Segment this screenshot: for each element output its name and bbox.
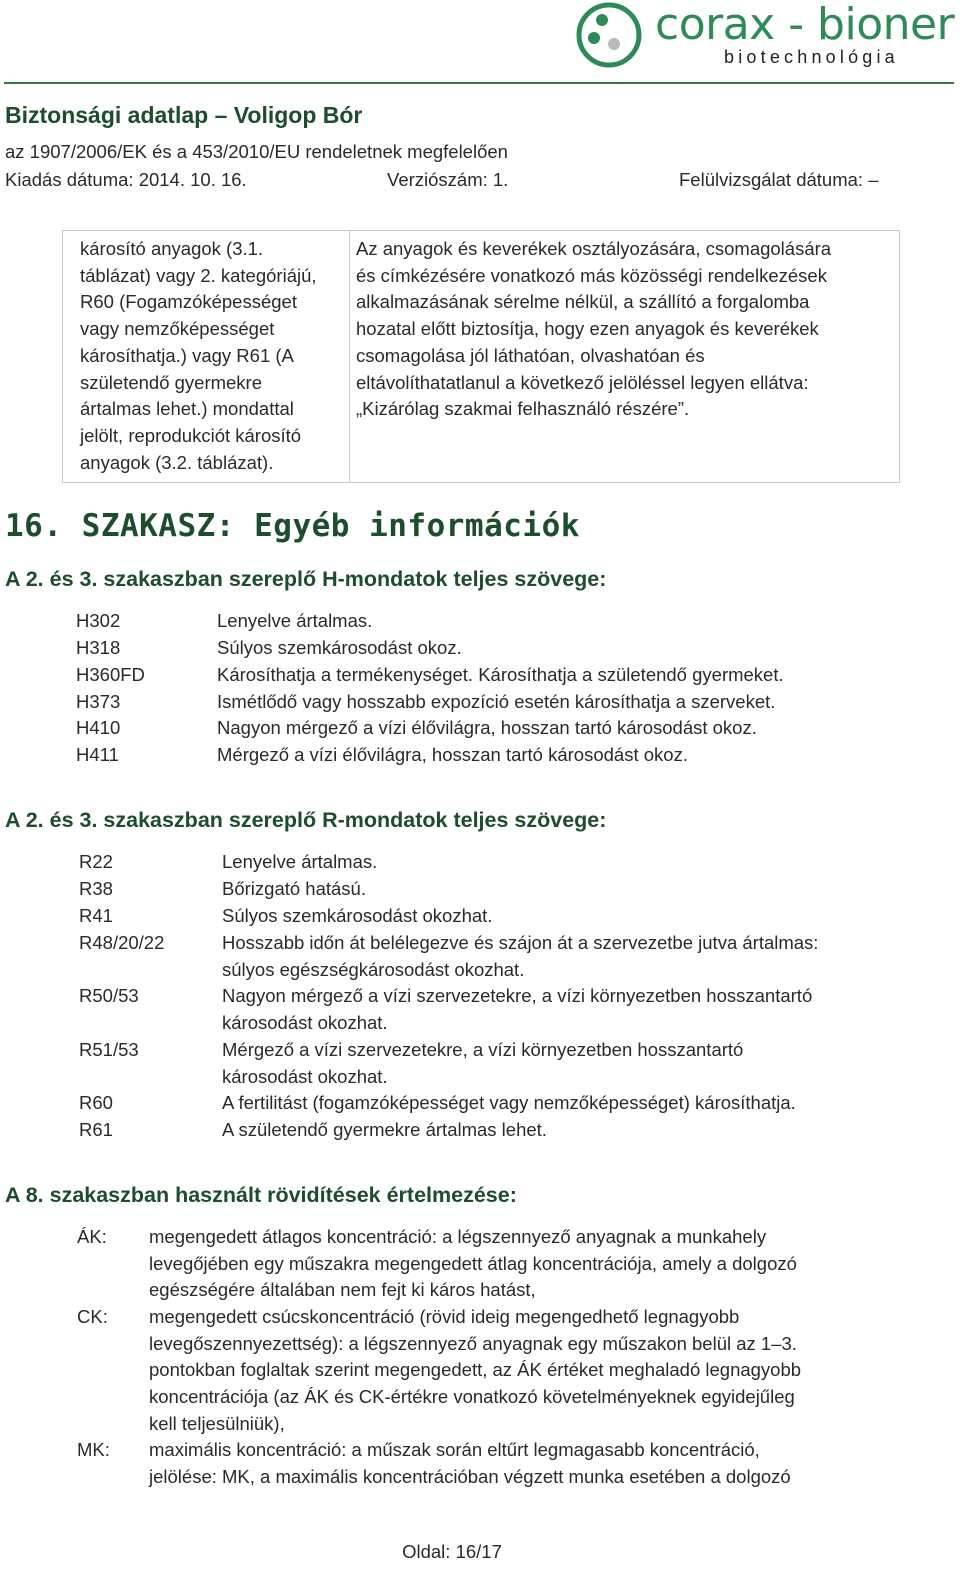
h-statements-heading: A 2. és 3. szakaszban szereplő H-mondatok teljes szövege: — [5, 567, 607, 591]
logo-subtitle: biotechnológia — [724, 47, 899, 67]
h-text: Súlyos szemkárosodást okoz. — [217, 637, 462, 658]
h-text: Nagyon mérgező a vízi élővilágra, hosszan tartó károsodást okoz. — [217, 717, 757, 738]
r-code: R60 — [79, 1092, 113, 1113]
r-code: R61 — [79, 1119, 113, 1140]
h-code: H410 — [76, 717, 121, 738]
h-text: Ismétlődő vagy hosszabb expozíció esetén károsíthatja a szerveket. — [217, 691, 776, 712]
r-text: A fertilitást (fogamzóképességet vagy nemzőképességet) károsíthatja. — [222, 1092, 796, 1113]
abbr-code: ÁK: — [77, 1226, 107, 1247]
h-code: H302 — [76, 610, 121, 631]
r-text: Mérgező a vízi szervezetekre, a vízi környezetben hosszantartó károsodást okozhat. — [222, 1039, 744, 1087]
h-code: H318 — [76, 637, 121, 658]
abbr-code: MK: — [77, 1439, 110, 1460]
r-text: A születendő gyermekre ártalmas lehet. — [222, 1119, 547, 1140]
logo-wordmark: corax - bioner — [655, 0, 955, 50]
r-code: R41 — [79, 905, 113, 926]
h-code: H373 — [76, 691, 121, 712]
r-text: Bőrizgató hatású. — [222, 878, 366, 899]
corax-logo-icon — [574, 0, 644, 70]
r-text: Lenyelve ártalmas. — [222, 851, 378, 872]
r-code: R50/53 — [79, 985, 139, 1006]
h-code: H360FD — [76, 664, 145, 685]
abbr-text: megengedett átlagos koncentráció: a légszennyező anyagnak a munkahely levegőjében egy műszakra megengedett átlag koncentrációja, amely a dolgozó egészségére általában nem fejt ki káros hatást, — [149, 1226, 797, 1301]
abbreviations-heading: A 8. szakaszban használt rövidítések értelmezése: — [5, 1183, 517, 1207]
r-statements-heading: A 2. és 3. szakaszban szereplő R-mondatok teljes szövege: — [5, 808, 607, 832]
table-cell-right: Az anyagok és keverékek osztályozására, csomagolására és címkézésére vonatkozó más közösségi rendelkezések alkalmazásának sérelme nélkül, a szállító a forgalomba hozatal előtt biztosítja, hogy ezen anyagok és keverékek csomagolása jól láthatóan, olvashatóan és eltávolíthatatlanul a következő jelöléssel legyen ellátva: „Kizárólag szakmai felhasználó részére”. — [356, 238, 832, 420]
header-divider — [4, 82, 954, 84]
table-cell-left: károsító anyagok (3.1. táblázat) vagy 2. kategóriájú, R60 (Fogamzóképességet vagy nemzőképességet károsíthatja.) vagy R61 (A születendő gyermekre ártalmas lehet.) mondattal jelölt, reprodukciót károsító anyagok (3.2. táblázat). — [80, 238, 317, 473]
version-number: Verziószám: 1. — [387, 169, 509, 190]
abbr-code: CK: — [77, 1306, 108, 1327]
page-number: Oldal: 16/17 — [402, 1541, 502, 1562]
document-title: Biztonsági adatlap – Voligop Bór — [5, 102, 363, 128]
r-code: R51/53 — [79, 1039, 139, 1060]
r-code: R22 — [79, 851, 113, 872]
r-text: Nagyon mérgező a vízi szervezetekre, a vízi környezetben hosszantartó károsodást okozhat. — [222, 985, 813, 1033]
h-text: Mérgező a vízi élővilágra, hosszan tartó károsodást okoz. — [217, 744, 688, 765]
r-text: Hosszabb időn át belélegezve és szájon át a szervezetbe jutva ártalmas: súlyos egészségkárosodást okozhat. — [222, 932, 819, 980]
section-title: 16. SZAKASZ: Egyéb információk — [5, 508, 580, 544]
h-text: Károsíthatja a termékenységet. Károsíthatja a születendő gyermeket. — [217, 664, 784, 685]
issue-date: Kiadás dátuma: 2014. 10. 16. — [5, 169, 247, 190]
h-code: H411 — [76, 744, 119, 765]
abbr-text: maximális koncentráció: a műszak során eltűrt legmagasabb koncentráció, jelölése: MK, a maximális koncentrációban végzett munka esetében a dolgozó — [149, 1439, 791, 1487]
table-column-divider — [349, 230, 350, 483]
abbr-text: megengedett csúcskoncentráció (rövid ideig megengedhető legnagyobb levegőszennyezettség): a légszennyező anyagnak egy műszakon belül az 1–3. pontokban foglaltak szerint megengedett, az ÁK értéket meghaladó legnagyobb koncentrációja (az ÁK és CK-értékre vonatkozó követelményeknek egyidejűleg kell teljesülniük), — [149, 1306, 802, 1434]
review-date: Felülvizsgálat dátuma: – — [679, 169, 879, 190]
r-code: R38 — [79, 878, 113, 899]
regulation-line: az 1907/2006/EK és a 453/2010/EU rendeletnek megfelelően — [5, 141, 508, 162]
h-text: Lenyelve ártalmas. — [217, 610, 373, 631]
r-text: Súlyos szemkárosodást okozhat. — [222, 905, 493, 926]
r-code: R48/20/22 — [79, 932, 165, 953]
